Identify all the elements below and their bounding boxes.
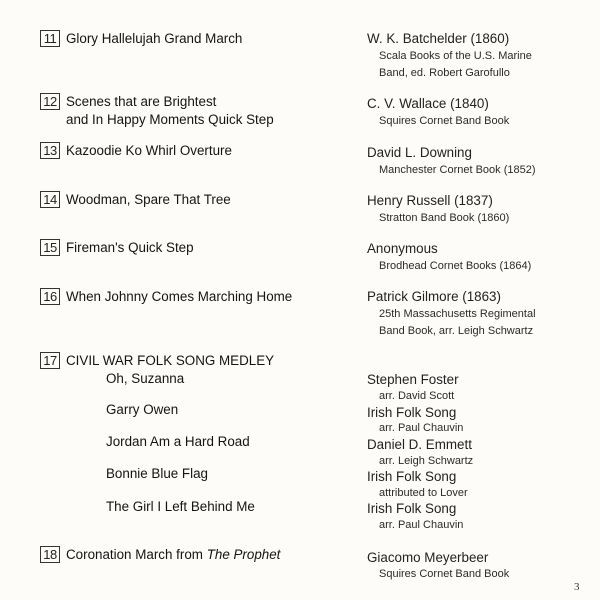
track-number-13: 13 [40,142,60,159]
track-number-15: 15 [40,239,60,256]
medley-item-title: Jordan Am a Hard Road [106,434,250,449]
composer-12: C. V. Wallace (1840) [367,96,489,111]
medley-item-composer: Stephen Foster [367,372,459,387]
medley-item-composer: Irish Folk Song [367,501,457,516]
medley-item-composer: Daniel D. Emmett [367,437,472,452]
source-11-line2: Band, ed. Robert Garofullo [379,67,510,79]
medley-item-source: arr. David Scott [379,390,455,402]
source-18: Squires Cornet Band Book [379,568,510,580]
source-14: Stratton Band Book (1860) [379,212,510,224]
track-number-16: 16 [40,288,60,305]
source-11-line1: Scala Books of the U.S. Marine [379,50,532,62]
track-number-11: 11 [40,30,60,47]
medley-item-source: attributed to Lover [379,487,468,499]
composer-18: Giacomo Meyerbeer [367,550,489,565]
medley-item-title: The Girl I Left Behind Me [106,499,255,514]
medley-item-title: Garry Owen [106,402,179,417]
track-number-12: 12 [40,93,60,110]
track-title-18 [66,545,280,564]
track-number-18: 18 [40,546,60,563]
medley-item-source: arr. Leigh Schwartz [379,455,474,467]
track-title-12-line2: and In Happy Moments Quick Step [66,112,274,127]
composer-16: Patrick Gilmore (1863) [367,289,501,304]
source-12: Squires Cornet Band Book [379,115,510,127]
page-number: 3 [574,581,580,593]
track-number-17: 17 [40,352,60,369]
medley-item-title: Oh, Suzanna [106,371,185,386]
medley-item-source: arr. Paul Chauvin [379,519,464,531]
track-title-18-main: Coronation March [66,547,173,562]
medley-item-composer: Irish Folk Song [367,469,457,484]
track-title-12-line1: Scenes that are Brightest [66,94,217,109]
track-title-18-work: The Prophet [206,547,281,562]
source-16-line1: 25th Massachusetts Regimental [379,308,536,320]
medley-item-source: arr. Paul Chauvin [379,422,464,434]
composer-15: Anonymous [367,241,438,256]
composer-13: David L. Downing [367,145,472,160]
track-title-14: Woodman, Spare That Tree [66,192,231,207]
source-13: Manchester Cornet Book (1852) [379,164,536,176]
composer-14: Henry Russell (1837) [367,193,493,208]
track-title-13: Kazoodie Ko Whirl Overture [66,143,232,158]
medley-item-composer: Irish Folk Song [367,405,457,420]
track-number-14: 14 [40,191,60,208]
track-title-11: Glory Hallelujah Grand March [66,31,243,46]
track-title-15: Fireman's Quick Step [66,240,194,255]
track-title-17: CIVIL WAR FOLK SONG MEDLEY [66,353,275,368]
track-title-16: When Johnny Comes Marching Home [66,289,293,304]
source-16-line2: Band Book, arr. Leigh Schwartz [379,325,534,337]
source-15: Brodhead Cornet Books (1864) [379,260,532,272]
composer-11: W. K. Batchelder (1860) [367,31,510,46]
medley-item-title: Bonnie Blue Flag [106,466,208,481]
track-title-18-from: from [176,547,203,562]
